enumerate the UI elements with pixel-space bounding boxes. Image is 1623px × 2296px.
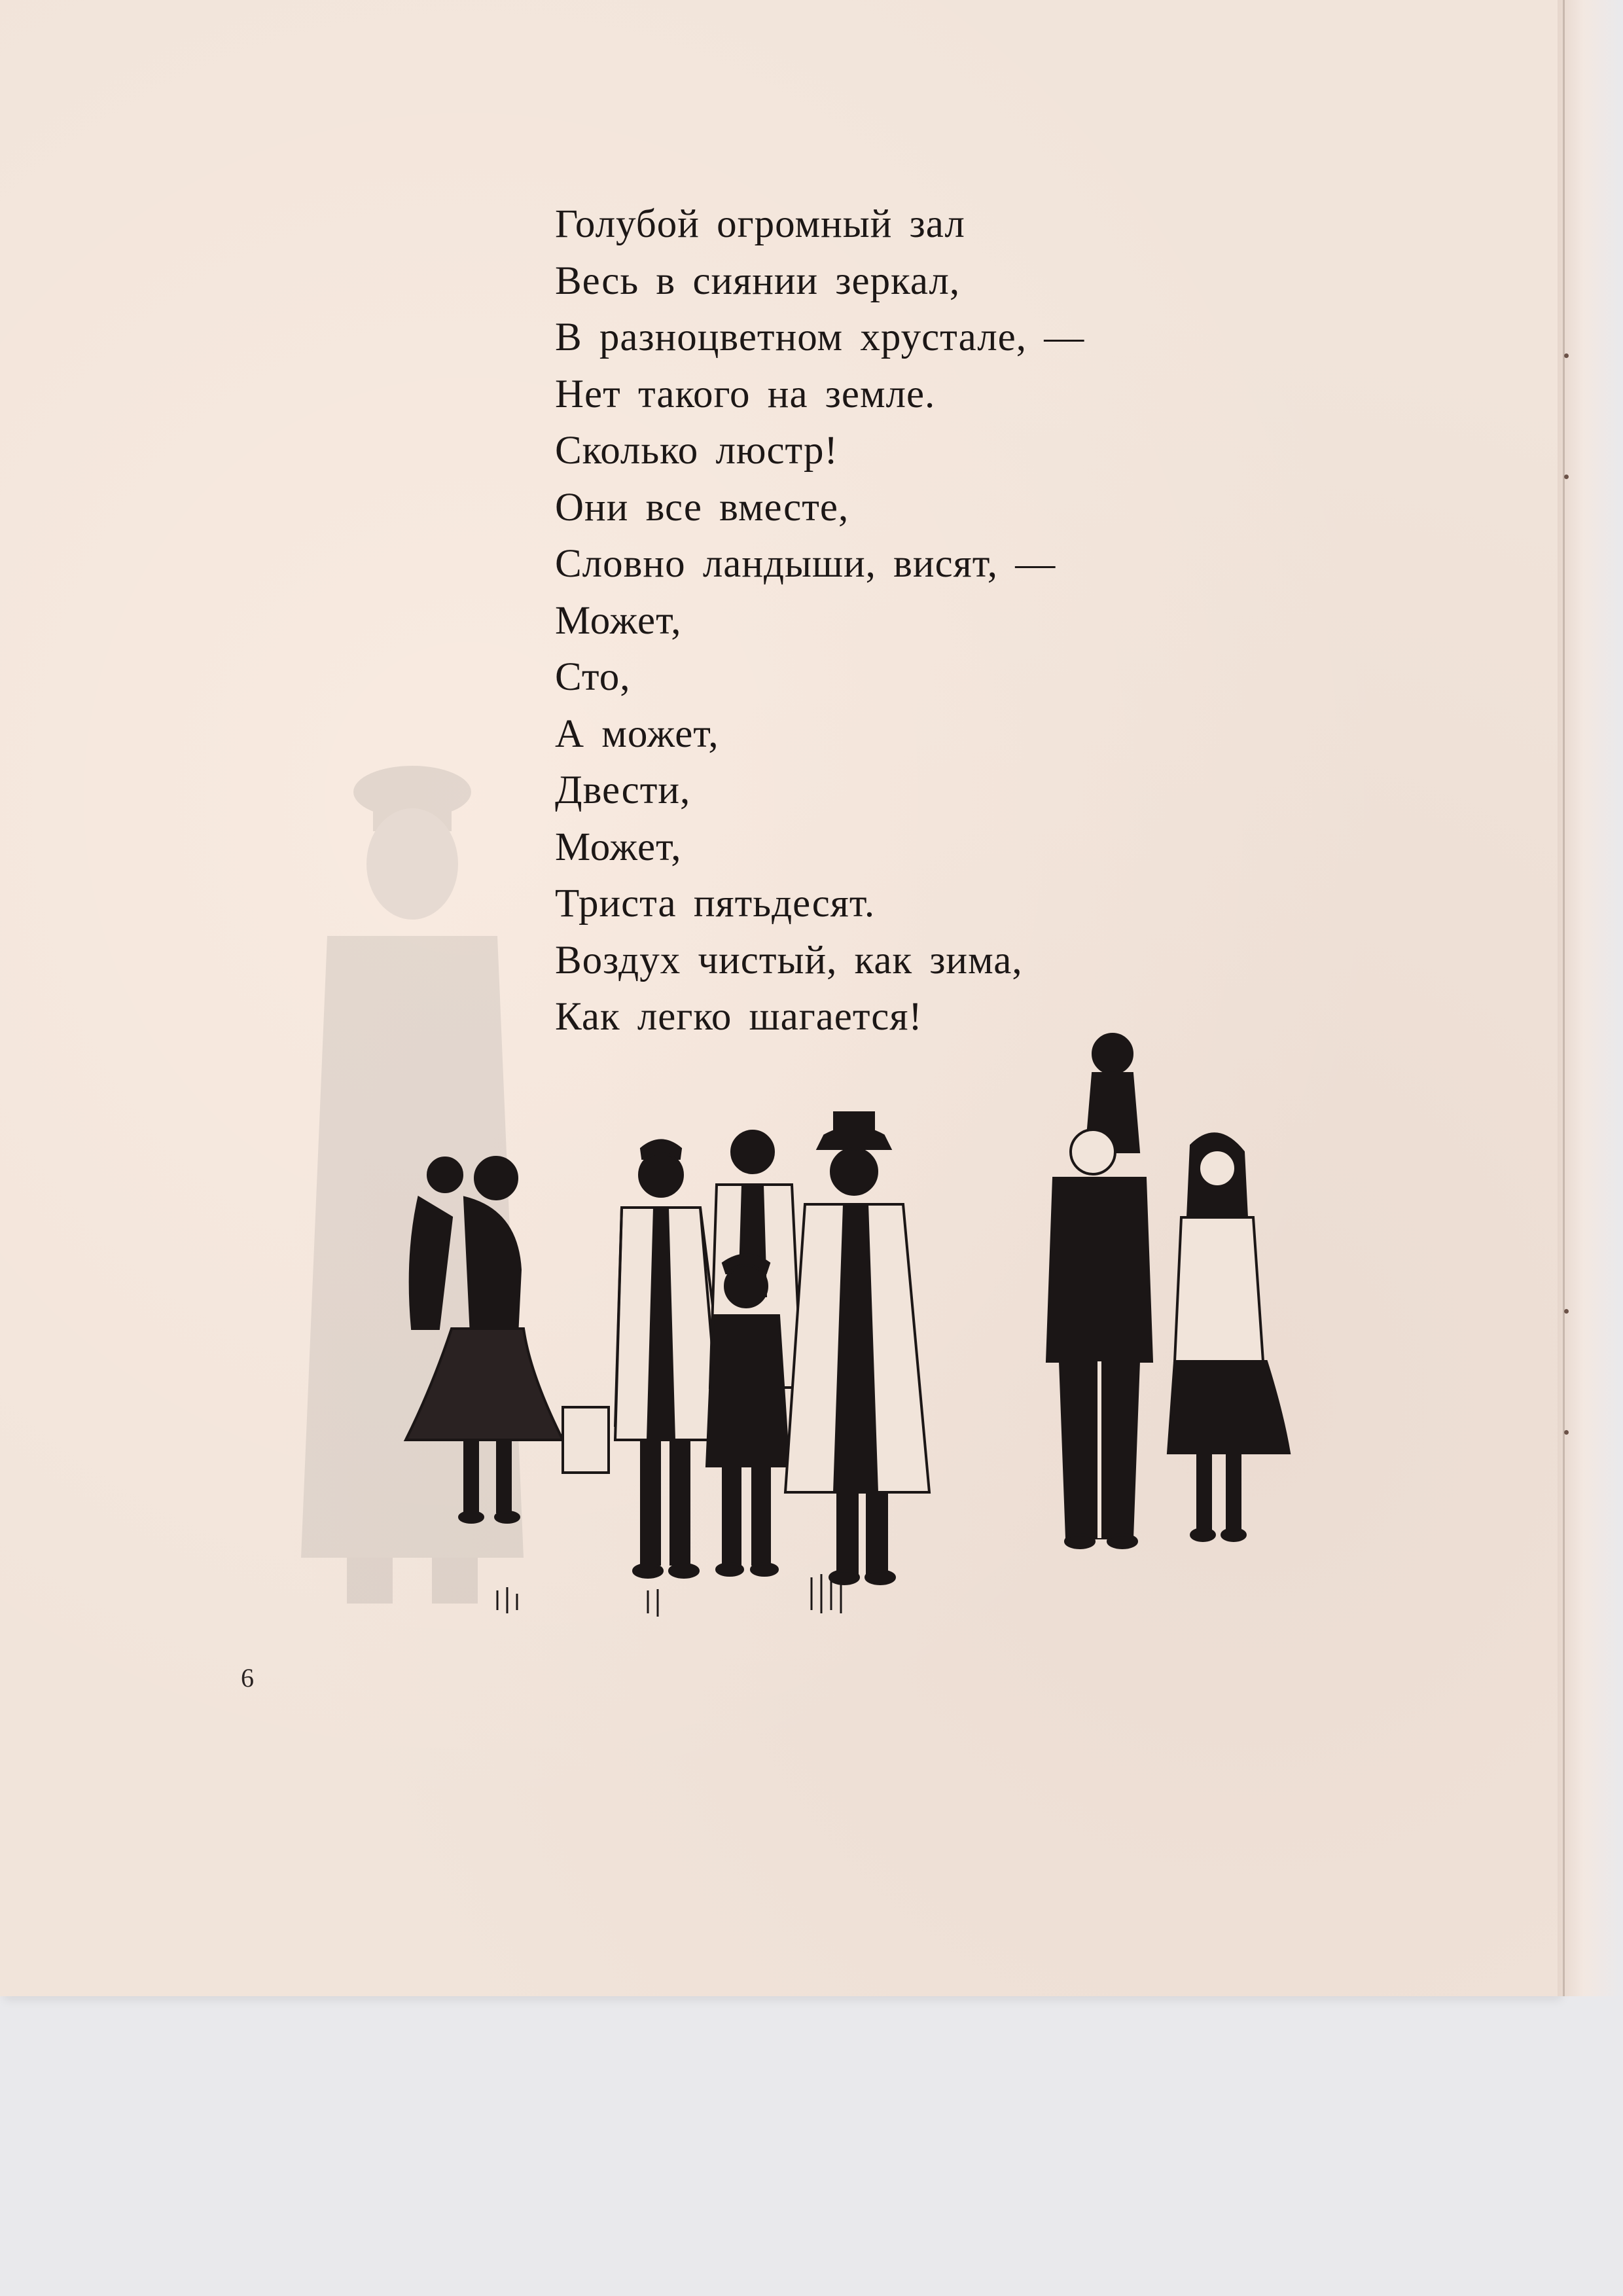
woman-in-headscarf-figure <box>1168 1134 1289 1541</box>
stitch-hole <box>1564 475 1569 479</box>
poem-line: В разноцветном хрустале, — <box>555 315 1085 359</box>
poem-line: Двести, <box>555 768 691 812</box>
poem-block <box>555 196 1209 1046</box>
poem-line: А может, <box>555 711 719 756</box>
walking-crowd-illustration-icon <box>366 1021 1315 1643</box>
poem-line: Они все вместе, <box>555 485 849 529</box>
stitch-hole <box>1564 1309 1569 1314</box>
father-with-child-on-shoulders-figure <box>1047 1034 1152 1548</box>
page-number: 6 <box>241 1663 254 1693</box>
woman-with-child-figure <box>406 1157 563 1522</box>
man-in-hat-figure <box>785 1113 929 1584</box>
stitch-hole <box>1564 1430 1569 1435</box>
ground-hatching <box>497 1574 841 1617</box>
poem-line: Сто, <box>555 655 631 699</box>
poem-line: Триста пятьдесят. <box>555 882 876 925</box>
poem-line: Как легко шагается! <box>555 995 923 1039</box>
stitch-hole <box>1564 353 1569 358</box>
old-man-with-suitcase-figure <box>563 1141 723 1578</box>
poem-line: Словно ландыши, висят, — <box>555 542 1056 586</box>
poem-line: Нет такого на земле. <box>555 372 936 416</box>
poem-line: Воздух чистый, как зима, <box>555 938 1023 982</box>
poem-line: Может, <box>555 598 682 643</box>
page-edge <box>1558 0 1623 1996</box>
poem-line: Может, <box>555 825 682 869</box>
poem-line: Весь в сиянии зеркал, <box>555 259 961 303</box>
page-fold-line <box>1563 0 1565 1996</box>
poem-line: Голубой огромный зал <box>555 202 965 246</box>
poem-line: Сколько люстр! <box>555 429 838 473</box>
